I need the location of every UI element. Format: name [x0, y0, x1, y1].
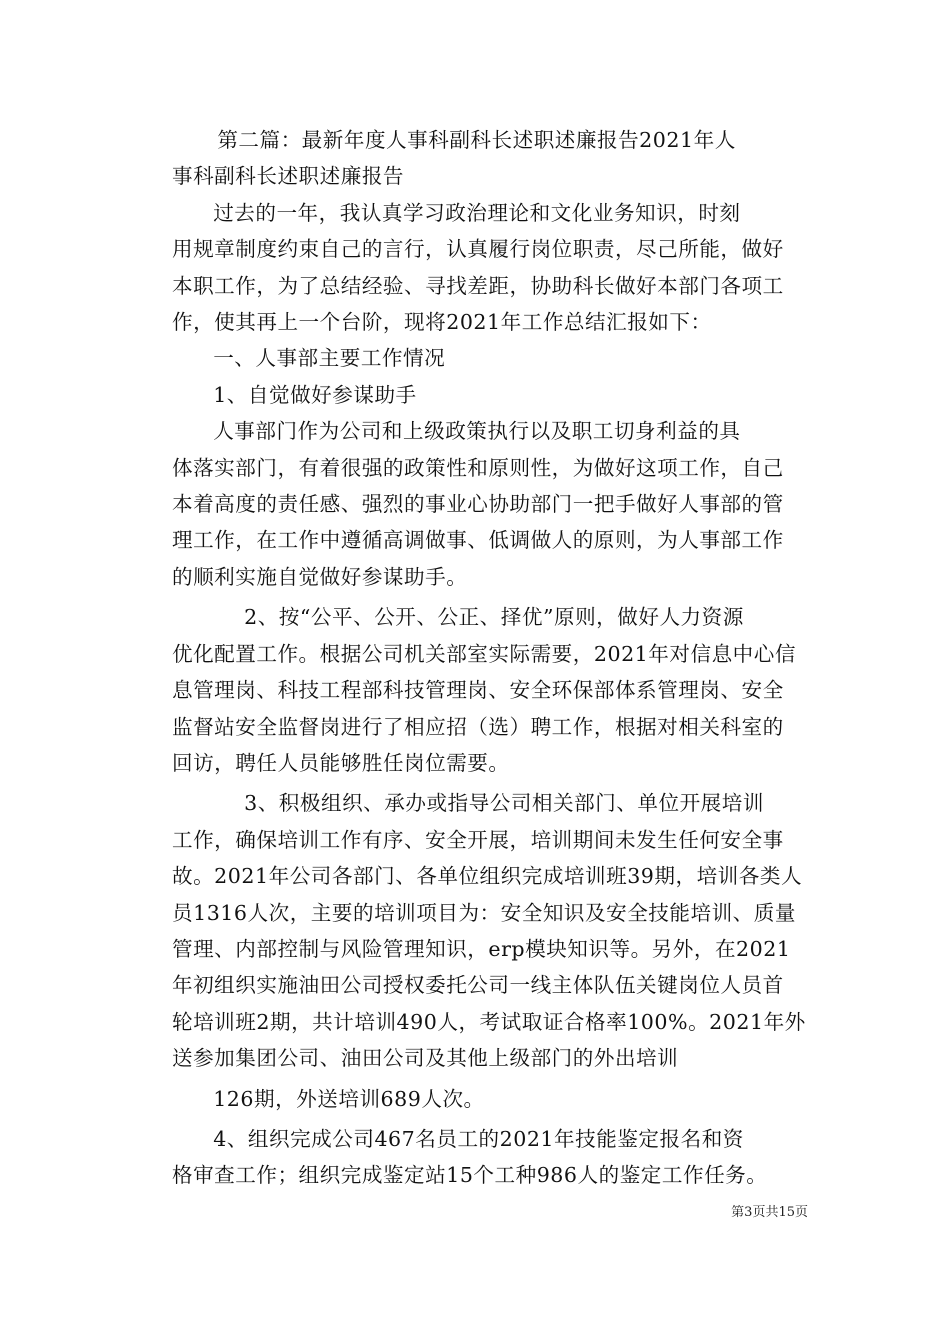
item-3-continuation	[172, 1081, 808, 1117]
text-line: 年初组织实施油田公司授权委托公司一线主体队伍关键岗位人员首	[172, 973, 784, 998]
text-line: 格审查工作；组织完成鉴定站15个工种986人的鉴定工作任务。	[172, 1163, 768, 1188]
item-1-paragraph	[172, 413, 808, 595]
text-line: 1、自觉做好参谋助手	[213, 382, 417, 407]
section-heading	[172, 340, 808, 376]
title-line: 第二篇：最新年度人事科副科长述职述廉报告2021年人	[217, 128, 736, 152]
text-line: 轮培训班2期，共计培训490人，考试取证合格率100%。2021年外	[172, 1009, 806, 1034]
item-4-paragraph	[172, 1121, 808, 1194]
item-2-paragraph	[172, 599, 808, 781]
text-line: 用规章制度约束自己的言行，认真履行岗位职责，尽己所能，做好	[172, 237, 784, 262]
text-line: 一、人事部主要工作情况	[213, 346, 446, 371]
text-line: 3、积极组织、承办或指导公司相关部门、单位开展培训	[244, 791, 764, 816]
intro-paragraph	[172, 195, 808, 341]
text-line: 监督站安全监督岗进行了相应招（选）聘工作，根据对相关科室的	[172, 714, 784, 739]
text-line: 送参加集团公司、油田公司及其他上级部门的外出培训	[172, 1046, 679, 1071]
text-line: 2、按“公平、公开、公正、择优”原则，做好人力资源	[244, 605, 744, 630]
text-line: 理工作，在工作中遵循高调做事、低调做人的原则，为人事部工作	[172, 528, 784, 553]
text-line: 人事部门作为公司和上级政策执行以及职工切身利益的具	[213, 419, 741, 444]
document-body	[172, 122, 808, 1194]
text-line: 作，使其再上一个台阶，现将2021年工作总结汇报如下：	[172, 310, 712, 335]
text-line: 工作，确保培训工作有序、安全开展，培训期间未发生任何安全事	[172, 827, 784, 852]
document-title	[172, 122, 808, 195]
text-line: 的顺利实施自觉做好参谋助手。	[172, 564, 468, 589]
item-heading	[172, 377, 808, 413]
text-line: 过去的一年，我认真学习政治理论和文化业务知识，时刻	[213, 200, 741, 225]
item-3-paragraph	[172, 785, 808, 1076]
text-line: 4、组织完成公司467名员工的2021年技能鉴定报名和资	[213, 1126, 744, 1151]
text-line: 员1316人次，主要的培训项目为：安全知识及安全技能培训、质量	[172, 900, 796, 925]
text-line: 息管理岗、科技工程部科技管理岗、安全环保部体系管理岗、安全	[172, 678, 784, 703]
text-line: 回访，聘任人员能够胜任岗位需要。	[172, 750, 510, 775]
text-line: 管理、内部控制与风险管理知识，erp模块知识等。另外，在2021	[172, 936, 791, 961]
text-line: 体落实部门，有着很强的政策性和原则性，为做好这项工作，自己	[172, 455, 784, 480]
text-line: 126期，外送培训689人次。	[213, 1086, 485, 1111]
title-line: 事科副科长述职述廉报告	[172, 164, 405, 189]
page-number-footer: 第3页共15页	[731, 1205, 808, 1220]
text-line: 本职工作，为了总结经验、寻找差距，协助科长做好本部门各项工	[172, 273, 784, 298]
text-line: 故。2021年公司各部门、各单位组织完成培训班39期，培训各类人	[172, 864, 803, 889]
text-line: 本着高度的责任感、强烈的事业心协助部门一把手做好人事部的管	[172, 492, 784, 517]
text-line: 优化配置工作。根据公司机关部室实际需要，2021年对信息中心信	[172, 641, 796, 666]
